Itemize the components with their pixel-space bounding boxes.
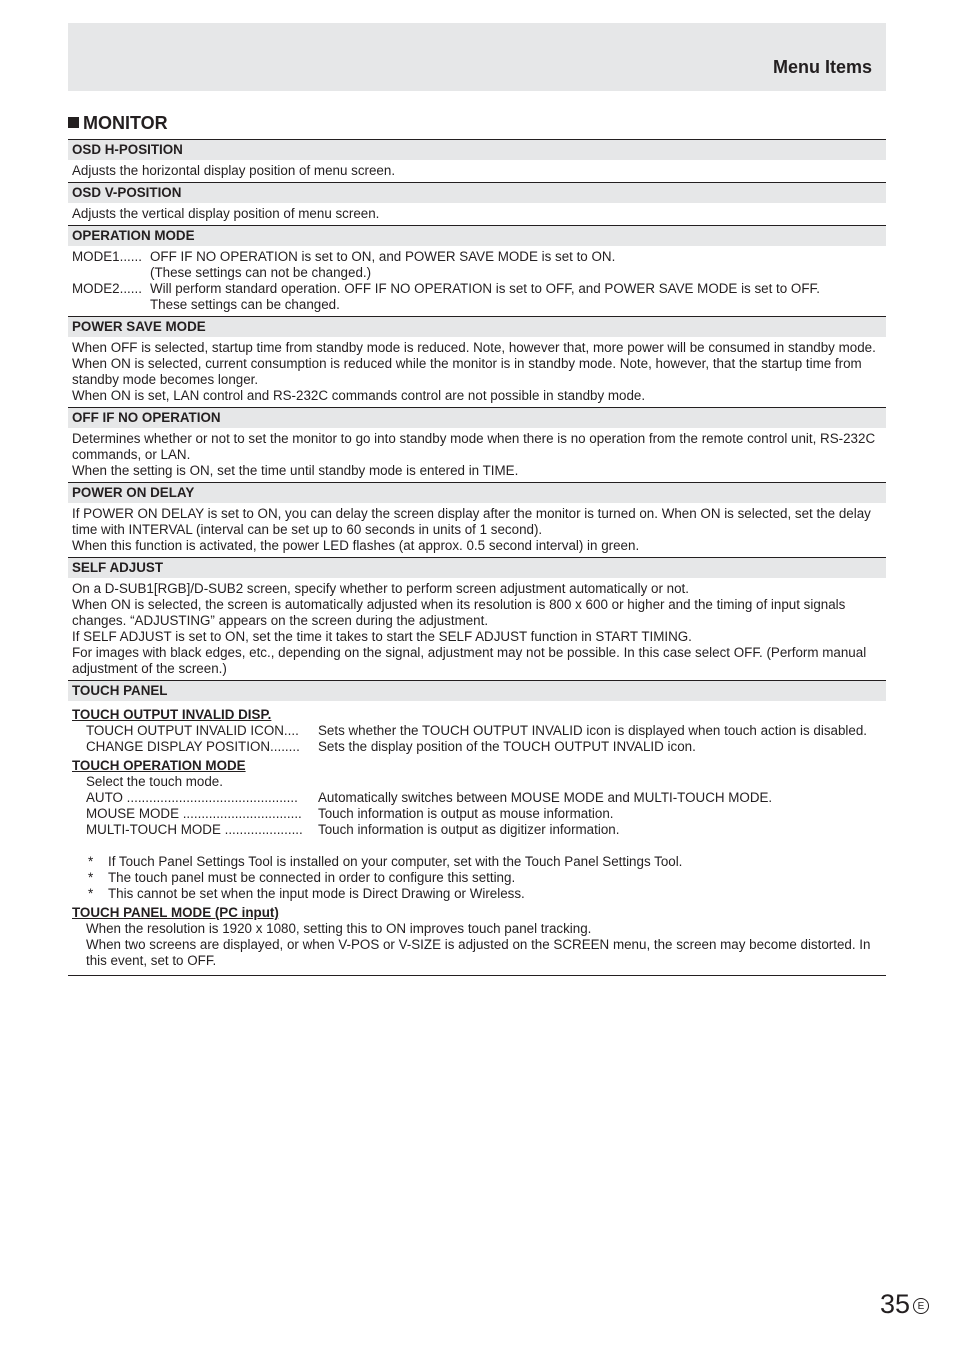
page-number: 35 [880, 1289, 911, 1319]
row-title-touch-panel: TOUCH PANEL [68, 680, 886, 701]
row-title-power-save-mode: POWER SAVE MODE [68, 316, 886, 337]
subheading-touch-output-invalid-disp: TOUCH OUTPUT INVALID DISP. [72, 707, 272, 722]
row-body-power-save-mode [68, 337, 886, 407]
row-text: Adjusts the vertical display position of menu screen. [72, 206, 380, 221]
item-text: Touch information is output as digitizer information. [318, 822, 620, 837]
item-text: Touch information is output as mouse information. [318, 806, 614, 821]
item-text: Automatically switches between MOUSE MODE and MULTI-TOUCH MODE. [318, 790, 773, 805]
mode1-text: OFF IF NO OPERATION is set to ON, and POWER SAVE MODE is set to ON. [150, 249, 616, 264]
row-body-power-on-delay [68, 503, 886, 557]
row-body-self-adjust [68, 578, 886, 680]
mode1-note: (These settings can not be changed.) [150, 265, 372, 280]
item-text: Sets whether the TOUCH OUTPUT INVALID icon is displayed when touch action is disabled. [318, 723, 868, 738]
row-body-operation-mode [68, 246, 886, 316]
note-item [72, 854, 882, 870]
mode2-text: Will perform standard operation. OFF IF NO OPERATION is set to OFF, and POWER SAVE MODE is set to OFF. [150, 281, 820, 296]
note-item [72, 870, 882, 886]
row-body-off-if-no-operation [68, 428, 886, 482]
mode2-label: MODE2...... [72, 281, 142, 296]
note-text: This cannot be set when the input mode is Direct Drawing or Wireless. [108, 886, 525, 901]
row-text: If SELF ADJUST is set to ON, set the time it takes to start the SELF ADJUST function in START TIMING. [72, 629, 692, 644]
row-text: When OFF is selected, startup time from standby mode is reduced. Note, however that, more power will be consumed in standby mode. [72, 340, 876, 355]
row-text: When ON is set, LAN control and RS-232C commands control are not possible in standby mode. [72, 388, 646, 403]
mode2-line [72, 281, 882, 313]
page-header-title: Menu Items [772, 57, 872, 77]
touch-panel-mode-text [72, 921, 882, 969]
row-text: If POWER ON DELAY is set to ON, you can delay the screen display after the monitor is turned on. When ON is selected, set the delay time with INTERVAL (interval can be set up to 60 seconds in units of 1 second). [72, 506, 871, 537]
row-text: When ON is selected, the screen is automatically adjusted when its resolution is 800 x 600 or higher and the timing of input signals changes. “ADJUSTING” appears on the screen during the adjustment. [72, 597, 846, 628]
list-item [86, 739, 882, 755]
row-body-osd-h-position [68, 160, 886, 182]
row-text: When two screens are displayed, or when V-POS or V-SIZE is adjusted on the SCREEN menu, the screen may become distorted. In this event, set to OFF. [86, 937, 871, 968]
row-body-osd-v-position [68, 203, 886, 225]
row-title-power-on-delay: POWER ON DELAY [68, 482, 886, 503]
table-end-rule [68, 975, 886, 976]
language-mark: E [913, 1298, 929, 1314]
note-text: The touch panel must be connected in order to configure this setting. [108, 870, 516, 885]
list-item [86, 790, 882, 806]
note-text: If Touch Panel Settings Tool is installed on your computer, set with the Touch Panel Settings Tool. [108, 854, 683, 869]
touch-output-invalid-list [72, 723, 882, 755]
row-title-operation-mode: OPERATION MODE [68, 225, 886, 246]
menu-items-table [68, 139, 886, 976]
section-title-text: MONITOR [83, 113, 168, 133]
row-text: Determines whether or not to set the monitor to go into standby mode when there is no operation from the remote control unit, RS-232C commands, or LAN. [72, 431, 876, 462]
item-text: Sets the display position of the TOUCH OUTPUT INVALID icon. [318, 739, 696, 754]
item-label: AUTO .............................................. [86, 790, 298, 805]
mode2-note: These settings can be changed. [150, 297, 340, 312]
asterisk-mark: * [88, 886, 94, 901]
row-body-touch-panel [68, 701, 886, 972]
row-text: When the resolution is 1920 x 1080, setting this to ON improves touch panel tracking. [86, 921, 592, 936]
row-text: For images with black edges, etc., depending on the signal, adjustment may not be possible. In this case select OFF. (Perform manual adjustment of the screen.) [72, 645, 867, 676]
mode1-label: MODE1...... [72, 249, 142, 264]
subheading-touch-panel-mode-pc-input: TOUCH PANEL MODE (PC input) [72, 905, 279, 920]
row-text: When ON is selected, current consumption is reduced while the monitor is in standby mode. Note, however, that the startup time from standby mode becomes longer. [72, 356, 862, 387]
item-label: CHANGE DISPLAY POSITION........ [86, 739, 300, 754]
touch-operation-mode-list [72, 774, 882, 838]
intro-text: Select the touch mode. [86, 774, 223, 789]
row-text: Adjusts the horizontal display position of menu screen. [72, 163, 396, 178]
spacer [72, 838, 882, 854]
asterisk-mark: * [88, 870, 94, 885]
asterisk-mark: * [88, 854, 94, 869]
list-item [86, 723, 882, 739]
row-text: When this function is activated, the power LED flashes (at approx. 0.5 second interval) in green. [72, 538, 640, 553]
row-text: On a D-SUB1[RGB]/D-SUB2 screen, specify whether to perform screen adjustment automatically or not. [72, 581, 689, 596]
item-label: MULTI-TOUCH MODE ..................... [86, 822, 303, 837]
item-label: MOUSE MODE ................................ [86, 806, 302, 821]
section-title [68, 113, 168, 134]
row-title-off-if-no-operation: OFF IF NO OPERATION [68, 407, 886, 428]
square-bullet-icon [68, 117, 79, 128]
list-item [86, 806, 882, 822]
row-title-osd-h-position: OSD H-POSITION [68, 139, 886, 160]
row-title-osd-v-position: OSD V-POSITION [68, 182, 886, 203]
item-label: TOUCH OUTPUT INVALID ICON.... [86, 723, 299, 738]
subheading-touch-operation-mode: TOUCH OPERATION MODE [72, 758, 246, 773]
list-item [86, 822, 882, 838]
row-title-self-adjust: SELF ADJUST [68, 557, 886, 578]
mode1-line [72, 249, 882, 281]
note-item [72, 886, 882, 902]
header-band [68, 23, 886, 91]
row-text: When the setting is ON, set the time until standby mode is entered in TIME. [72, 463, 519, 478]
